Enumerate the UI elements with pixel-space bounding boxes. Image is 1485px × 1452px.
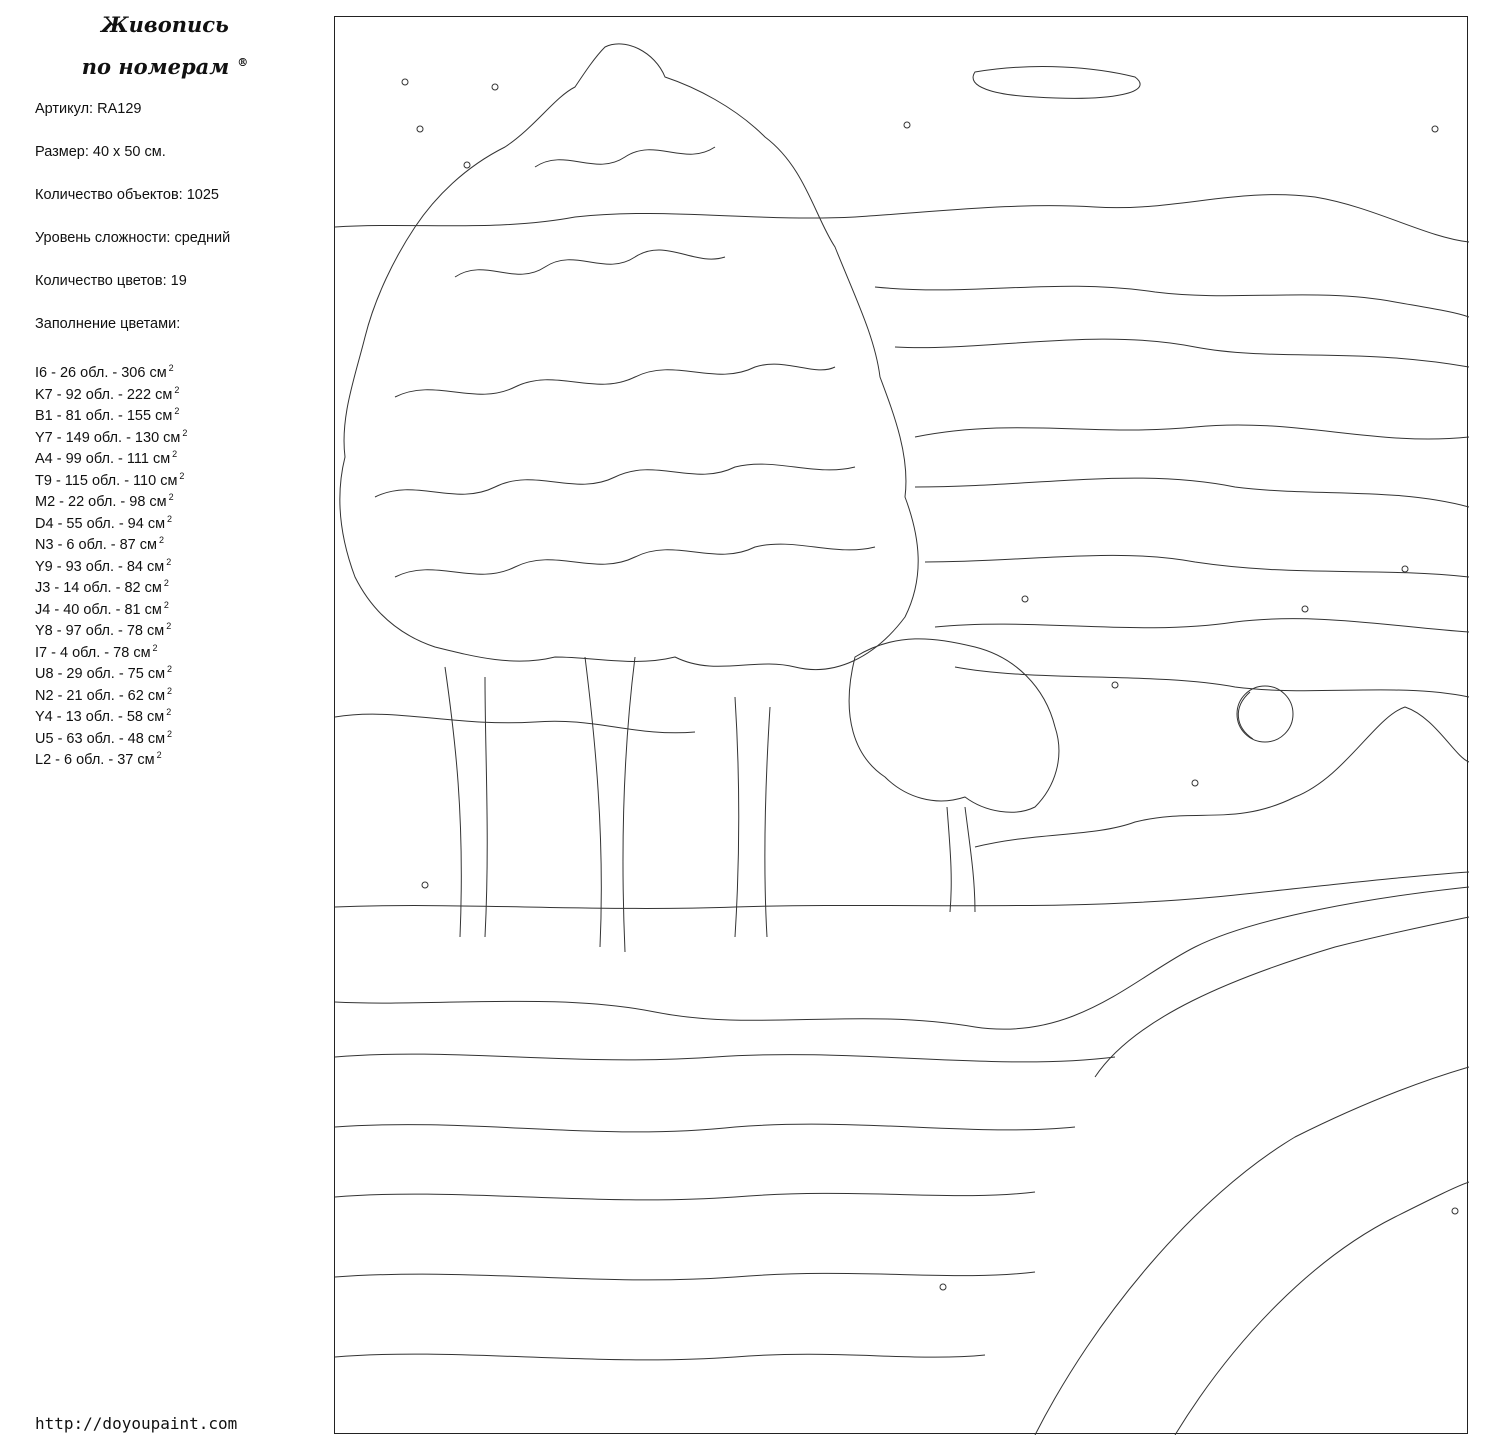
brand-logo — [0, 10, 330, 82]
cloud-band — [915, 425, 1469, 439]
color-row-text: U5 - 63 обл. - 48 см — [35, 730, 166, 747]
water-line — [335, 1192, 1035, 1200]
color-row-text: J3 - 14 обл. - 82 см — [35, 579, 162, 596]
brand-line-2 — [0, 48, 330, 82]
color-row-text: A4 - 99 обл. - 111 см — [35, 450, 171, 467]
tree-trunk — [485, 677, 487, 937]
color-row-text: M2 - 22 обл. - 98 см — [35, 493, 167, 510]
difficulty-label: Уровень сложности: средний — [35, 230, 231, 246]
color-row-text: L2 - 6 обл. - 37 см — [35, 751, 155, 768]
color-row — [35, 638, 187, 660]
tree-canopy-detail — [395, 544, 875, 577]
cloud-band — [875, 286, 1469, 317]
color-row-sup: 2 — [174, 384, 180, 395]
tree-canopy-detail — [375, 464, 855, 497]
shore-right — [1175, 1182, 1469, 1435]
cloud-outline — [973, 67, 1140, 99]
article-label: Артикул: RA129 — [35, 101, 142, 117]
color-row — [35, 724, 187, 746]
color-row-sup: 2 — [172, 449, 178, 459]
color-row-sup: 2 — [182, 427, 188, 438]
color-row — [35, 530, 187, 552]
color-row-text: Y8 - 97 обл. - 78 см — [35, 622, 165, 639]
color-row — [35, 401, 187, 423]
sky-dot — [1302, 606, 1308, 612]
color-row-text: B1 - 81 обл. - 155 см — [35, 407, 173, 424]
color-row-sup: 2 — [167, 685, 173, 696]
water-line — [335, 1124, 1075, 1132]
tree-trunk — [947, 807, 951, 912]
brand-line-1: Живопись — [101, 12, 229, 37]
color-row-sup: 2 — [156, 750, 162, 760]
color-fill-list — [35, 358, 187, 767]
moon-crescent — [1238, 692, 1253, 739]
color-row-sup: 2 — [163, 578, 169, 588]
tree-canopy-outline — [340, 44, 918, 670]
color-row-sup: 2 — [179, 470, 185, 481]
paint-by-numbers-canvas — [334, 16, 1468, 1434]
tree-trunk — [765, 707, 770, 937]
shore-right — [1035, 1067, 1469, 1435]
tree-canopy-detail — [455, 250, 725, 277]
hills-outline — [975, 707, 1469, 847]
brand-line-2-text: по номерам — [81, 54, 230, 79]
outline-drawing — [335, 17, 1469, 1435]
sky-dot — [1192, 780, 1198, 786]
color-row-sup: 2 — [166, 556, 172, 567]
registered-mark: ® — [237, 56, 249, 69]
color-row-sup: 2 — [168, 363, 174, 373]
color-row-text: K7 - 92 обл. - 222 см — [35, 386, 173, 403]
color-row-sup: 2 — [166, 621, 172, 631]
cloud-band — [915, 478, 1469, 507]
color-row — [35, 702, 187, 724]
product-info — [35, 98, 230, 356]
hills-outline — [335, 714, 695, 733]
tree-trunk — [735, 697, 739, 937]
color-row-sup: 2 — [166, 707, 172, 717]
water-line — [335, 1354, 985, 1360]
color-row-text: T9 - 115 обл. - 110 см — [35, 472, 178, 489]
color-row — [35, 595, 187, 617]
color-row-sup: 2 — [158, 535, 164, 545]
color-row — [35, 616, 187, 638]
sky-dot — [1452, 1208, 1458, 1214]
sky-dot — [1432, 126, 1438, 132]
color-row-text: Y9 - 93 обл. - 84 см — [35, 558, 165, 575]
cloud-band — [335, 195, 1469, 242]
size-label: Размер: 40 х 50 см. — [35, 144, 166, 160]
color-row-sup: 2 — [163, 599, 169, 610]
water-line — [335, 1272, 1035, 1280]
color-row — [35, 552, 187, 574]
sky-dot — [417, 126, 423, 132]
tree-trunk — [965, 807, 975, 912]
color-row — [35, 466, 187, 488]
color-row-sup: 2 — [168, 492, 174, 502]
shore-right — [1095, 917, 1469, 1077]
cloud-band — [925, 555, 1469, 577]
color-row — [35, 358, 187, 380]
color-row-text: D4 - 55 обл. - 94 см — [35, 515, 166, 532]
website-url: http://doyoupaint.com — [35, 1414, 238, 1433]
color-row — [35, 444, 187, 466]
tree-trunk — [445, 667, 461, 937]
color-row — [35, 487, 187, 509]
tree-canopy-detail — [535, 147, 715, 167]
color-row-text: N2 - 21 обл. - 62 см — [35, 687, 166, 704]
tree-canopy-outline — [849, 639, 1059, 812]
moon-outline — [1237, 686, 1293, 742]
color-row — [35, 573, 187, 595]
sky-dot — [1112, 682, 1118, 688]
color-row-text: J4 - 40 обл. - 81 см — [35, 601, 162, 618]
color-row — [35, 509, 187, 531]
color-row — [35, 423, 187, 445]
sky-dot — [940, 1284, 946, 1290]
sky-dot — [1402, 566, 1408, 572]
color-row-text: N3 - 6 обл. - 87 см — [35, 536, 157, 553]
color-row-sup: 2 — [167, 728, 173, 739]
sky-dot — [464, 162, 470, 168]
color-row — [35, 380, 187, 402]
color-row-sup: 2 — [152, 642, 158, 653]
color-row-sup: 2 — [174, 406, 180, 416]
color-row-text: Y4 - 13 обл. - 58 см — [35, 708, 165, 725]
sky-dot — [1022, 596, 1028, 602]
horizon-line — [335, 872, 1469, 908]
color-row-text: I6 - 26 обл. - 306 см — [35, 364, 167, 381]
color-row — [35, 681, 187, 703]
tree-canopy-detail — [395, 364, 835, 397]
color-row-text: Y7 - 149 обл. - 130 см — [35, 429, 181, 446]
water-line — [335, 1054, 1115, 1062]
sky-dot — [402, 79, 408, 85]
objects-count-label: Количество объектов: 1025 — [35, 187, 219, 203]
color-row — [35, 659, 187, 681]
fill-heading: Заполнение цветами: — [35, 316, 181, 332]
color-row-sup: 2 — [167, 513, 173, 524]
sky-dot — [492, 84, 498, 90]
color-row-text: U8 - 29 обл. - 75 см — [35, 665, 166, 682]
color-row-text: I7 - 4 обл. - 78 см — [35, 644, 151, 661]
colors-count-label: Количество цветов: 19 — [35, 273, 187, 289]
tree-trunk — [585, 657, 601, 947]
color-row — [35, 745, 187, 767]
cloud-band — [895, 339, 1469, 367]
sky-dot — [422, 882, 428, 888]
color-row-sup: 2 — [167, 664, 173, 674]
cloud-band — [935, 619, 1469, 632]
sky-dot — [904, 122, 910, 128]
